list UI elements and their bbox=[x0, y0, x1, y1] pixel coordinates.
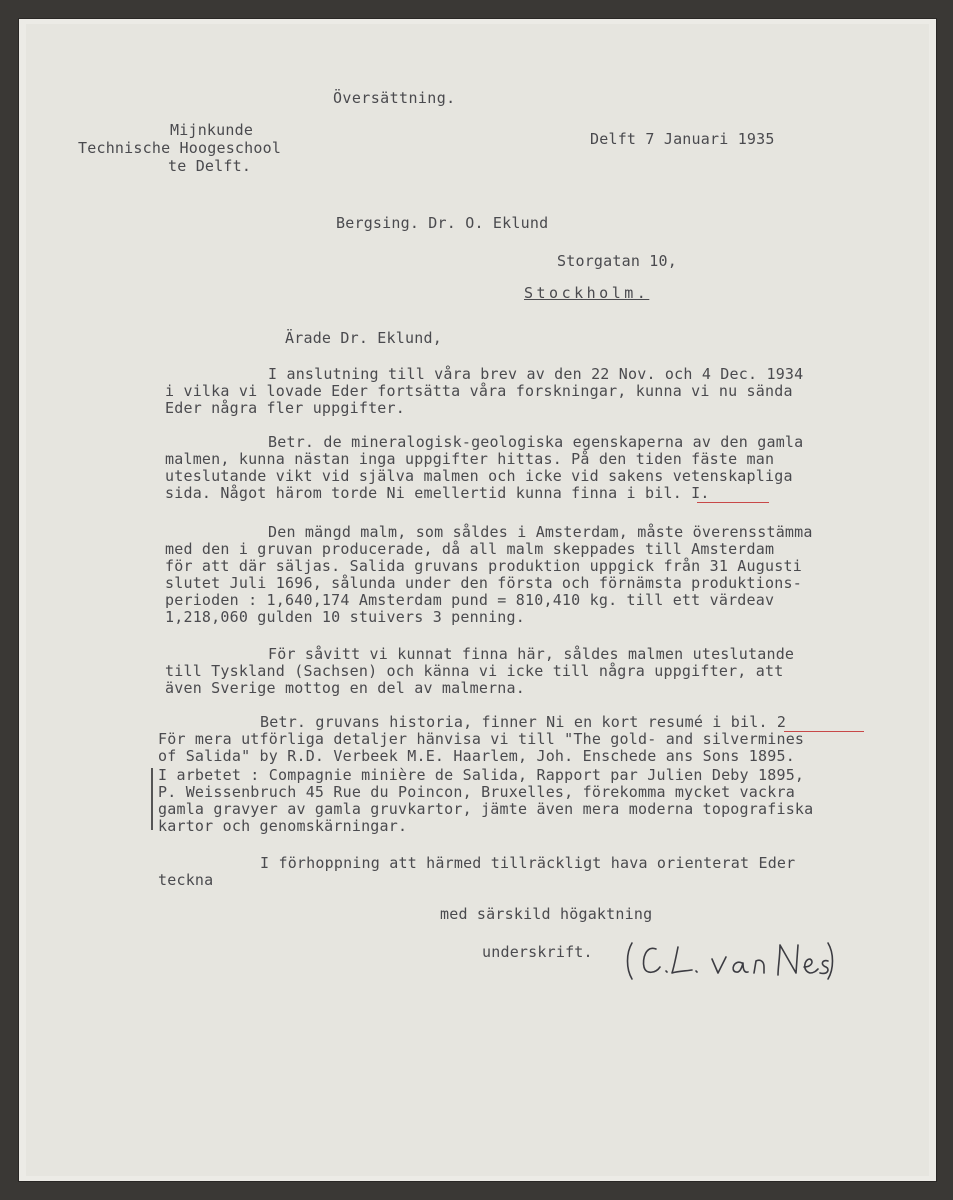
paragraph-5-line-4: I arbetet : Compagnie minière de Salida, Rapport par Julien Deby 1895, bbox=[158, 766, 805, 784]
paragraph-5-line-3: of Salida" by R.D. Verbeek M.E. Haarlem, Joh. Enschede ans Sons 1895. bbox=[158, 747, 795, 765]
paragraph-1-line-2: i vilka vi lovade Eder fortsätta våra forskningar, kunna vi nu sända bbox=[165, 382, 793, 400]
paragraph-2-line-1: Betr. de mineralogisk-geologiska egenskaperna av den gamla bbox=[268, 433, 804, 451]
paragraph-2-line-3: uteslutande vikt vid själva malmen och icke vid sakens vetenskapliga bbox=[165, 467, 793, 485]
paragraph-2-line-4: sida. Något härom torde Ni emellertid kunna finna i bil. I. bbox=[165, 484, 710, 502]
paragraph-4-line-2: till Tyskland (Sachsen) och känna vi icke till några uppgifter, att bbox=[165, 662, 784, 680]
margin-bracket bbox=[151, 768, 153, 830]
paragraph-3-line-6: 1,218,060 gulden 10 stuivers 3 penning. bbox=[165, 608, 525, 626]
paragraph-5-line-6: gamla gravyer av gamla gruvkartor, jämte även mera moderna topografiska bbox=[158, 800, 814, 818]
document-title: Översättning. bbox=[333, 89, 456, 107]
letter-date: Delft 7 Januari 1935 bbox=[590, 130, 775, 148]
annotation-underline-bil-1 bbox=[697, 502, 769, 503]
sender-line-2: Technische Hoogeschool bbox=[78, 139, 282, 157]
paragraph-1-line-1: I anslutning till våra brev av den 22 Nov. och 4 Dec. 1934 bbox=[268, 365, 804, 383]
paragraph-3-line-5: perioden : 1,640,174 Amsterdam pund = 810,410 kg. till ett värdeav bbox=[165, 591, 775, 609]
paragraph-4-line-3: även Sverige mottog en del av malmerna. bbox=[165, 679, 525, 697]
paragraph-5-line-2: För mera utförliga detaljer hänvisa vi till "The gold- and silvermines bbox=[158, 730, 805, 748]
paragraph-1-line-3: Eder några fler uppgifter. bbox=[165, 399, 405, 417]
sender-line-3: te Delft. bbox=[168, 157, 252, 175]
recipient-city: Stockholm. bbox=[524, 284, 650, 302]
paragraph-2-line-2: malmen, kunna nästan inga uppgifter hittas. På den tiden fäste man bbox=[165, 450, 775, 468]
signature-label: underskrift. bbox=[482, 943, 593, 961]
paragraph-4-line-1: För såvitt vi kunnat finna här, såldes malmen uteslutande bbox=[268, 645, 795, 663]
paragraph-5-line-5: P. Weissenbruch 45 Rue du Poincon, Bruxelles, förekomma mycket vackra bbox=[158, 783, 795, 801]
paragraph-6-line-1: I förhoppning att härmed tillräckligt hava orienterat Eder bbox=[260, 854, 796, 872]
paragraph-3-line-2: med den i gruvan producerade, då all malm skeppades till Amsterdam bbox=[165, 540, 775, 558]
sender-line-1: Mijnkunde bbox=[170, 121, 254, 139]
paragraph-3-line-1: Den mängd malm, som såldes i Amsterdam, måste överensstämma bbox=[268, 523, 813, 541]
recipient-street: Storgatan 10, bbox=[557, 252, 677, 270]
paragraph-3-line-4: slutet Juli 1696, sålunda under den första och förnämsta produktions- bbox=[165, 574, 802, 592]
paragraph-6-line-2: teckna bbox=[158, 871, 214, 889]
closing-phrase: med särskild högaktning bbox=[440, 905, 653, 923]
salutation: Ärade Dr. Eklund, bbox=[285, 329, 442, 347]
paragraph-5-line-7: kartor och genomskärningar. bbox=[158, 817, 408, 835]
paragraph-3-line-3: för att där säljas. Salida gruvans produktion uppgick från 31 Augusti bbox=[165, 557, 802, 575]
handwritten-signature bbox=[622, 937, 838, 983]
paragraph-5-line-1: Betr. gruvans historia, finner Ni en kort resumé i bil. 2 bbox=[260, 713, 787, 731]
recipient-name: Bergsing. Dr. O. Eklund bbox=[336, 214, 549, 232]
